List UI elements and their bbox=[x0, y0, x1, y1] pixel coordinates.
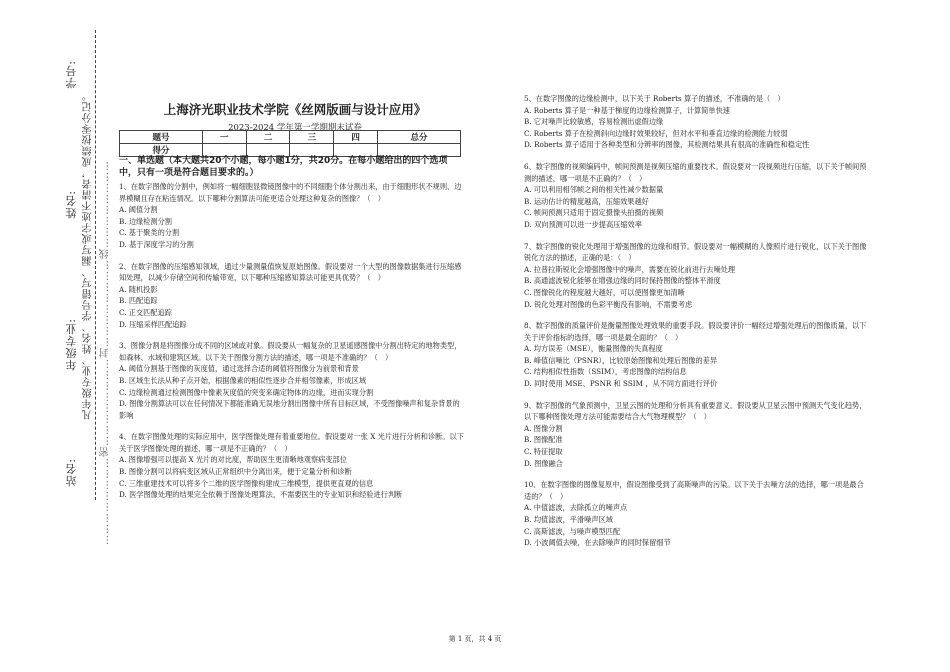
question-option: C. Roberts 算子在检测斜向边缘时效果较好，但对水平和垂直边缘的检测能力较弱 bbox=[524, 128, 788, 138]
question-option: B. 匹配追踪 bbox=[119, 296, 158, 306]
question-stem: 2、在数字图像的压缩感知领域，通过少量测量值恢复原始图像。假设要对一个大型的图像数据集进行压缩感知处理，以减少存储空间和传输带宽，以下哪种压缩感知算法可能更具优势？（ ） bbox=[119, 261, 462, 283]
exam-title: 上海济光职业技术学院《丝网版画与设计应用》 bbox=[163, 102, 427, 117]
question-stem: 7、数字图像的锐化处理用于增强图像的边缘和细节。假设要对一幅模糊的人像照片进行锐化，以下关于图像锐化方法的描述，正确的是：（ ） bbox=[524, 241, 867, 263]
question-option: A. 图像分割 bbox=[524, 423, 563, 433]
score-header-cell: 三 bbox=[290, 131, 334, 144]
question-option: B. 运动估计的精度越高，压缩效果越好 bbox=[524, 196, 649, 206]
question-option: A. 均方误差（MSE），衡量图像的失真程度 bbox=[524, 344, 663, 354]
question-option: A. 随机投影 bbox=[119, 284, 158, 294]
score-table-header-row bbox=[120, 131, 461, 144]
question-option: B. 图像分割可以将病变区域从正常组织中分离出来，便于定量分析和诊断 bbox=[119, 467, 352, 477]
question-option: B. 峰值信噪比（PSNR），比较原始图像和处理后图像的差异 bbox=[524, 355, 718, 365]
question bbox=[119, 181, 464, 251]
question-option: C. 特征提取 bbox=[524, 447, 563, 457]
question bbox=[524, 479, 869, 549]
score-header-cell: 总分 bbox=[378, 131, 461, 144]
question-option: D. 小波阈值去噪，在去除噪声的同时保留细节 bbox=[524, 538, 671, 548]
score-row-label: 得分 bbox=[120, 144, 203, 157]
question-stem: 9、数字图像的气象预测中，卫星云图的处理和分析具有重要意义。假设要从卫星云图中预测天气变化趋势，以下哪种图像处理方法可能需要结合大气物理模型？（ ） bbox=[524, 400, 867, 422]
question-stem: 3、图像分割是将图像分成不同的区域或对象。假设要从一幅复杂的卫星遥感图像中分割出特定的地物类型，如森林、水域和建筑区域。以下关于图像分割方法的描述，哪一项是不准确的？（ ） bbox=[119, 341, 462, 362]
score-table bbox=[119, 130, 461, 157]
question bbox=[119, 431, 464, 501]
left-column bbox=[119, 181, 464, 511]
question bbox=[524, 241, 869, 311]
question-option: D. 基于深度学习的分割 bbox=[119, 239, 194, 249]
score-header-cell: 四 bbox=[334, 131, 378, 144]
question-option: A. 阈值分割 bbox=[119, 205, 158, 215]
question-option: B. 边缘检测分割 bbox=[119, 216, 172, 226]
score-header-cell: 一 bbox=[202, 131, 246, 144]
page-number: 第 1 页，共 4 页 bbox=[448, 635, 502, 643]
question-stem: 1、在数字图像的分割中，例如将一幅细胞显微镜图像中的不同细胞个体分割出来，由于细胞形状不规则、边界模糊且存在粘连情况。以下哪种分割算法可能更适合处理这种复杂的图像？（ ） bbox=[119, 182, 462, 203]
right-column bbox=[524, 93, 869, 559]
question-option: B. 区域生长法从种子点开始，根据像素的相似性逐步合并相邻像素，形成区域 bbox=[119, 375, 367, 385]
question-option: A. 中值滤波，去除孤立的噪声点 bbox=[524, 503, 628, 513]
question bbox=[524, 93, 869, 151]
question-stem: 4、在数字图像处理的实际应用中，医学图像处理有着重要地位。假设要对一张 X 光片进行分析和诊断。以下关于医学图像处理的描述，哪一项是不正确的？（ ） bbox=[119, 432, 464, 453]
question-option: B. 它对噪声比较敏感，容易检测出虚假边缘 bbox=[524, 117, 664, 127]
question-option: C. 正交匹配追踪 bbox=[119, 307, 172, 317]
seal-line-text: ……………………密……………………封……………………线…………………… bbox=[100, 160, 111, 545]
question-option: C. 边缘检测通过检测图像中像素灰度值的突变来确定物体的边缘，进而实现分割 bbox=[119, 387, 374, 397]
question-option: A. Roberts 算子是一种基于梯度的边缘检测算子，计算简单快速 bbox=[524, 105, 730, 115]
question-option: C. 高斯滤波，与噪声模型匹配 bbox=[524, 526, 621, 536]
question-option: C. 帧间预测只适用于固定摄像头拍摄的视频 bbox=[524, 208, 664, 218]
class-label: 年级专业: bbox=[65, 318, 78, 371]
question-stem: 5、在数字图像的边缘检测中，以下关于 Roberts 算子的描述，不准确的是（ ） bbox=[524, 94, 785, 103]
question bbox=[524, 161, 869, 231]
question-option: A. 可以利用相邻帧之间的相关性减少数据量 bbox=[524, 185, 664, 195]
question-option: D. 医学图像处理的结果完全依赖于图像处理算法，不需要医生的专业知识和经验进行判断 bbox=[119, 490, 403, 500]
question-option: D. 锐化处理对图像的色彩平衡没有影响，不需要考虑 bbox=[524, 299, 693, 309]
question-option: D. 同时使用 MSE、PSNR 和 SSIM ，从不同方面进行评价 bbox=[524, 379, 718, 389]
question-option: D. 图像融合 bbox=[524, 458, 563, 468]
question bbox=[524, 400, 869, 470]
question-option: D. 图像分割算法可以在任何情况下都能准确无误地分割出图像中所有目标区域，不受图像噪声和复杂背景的影响 bbox=[119, 399, 460, 420]
question-option: C. 三维重建技术可以将多个二维的医学图像构建成三维模型，提供更直观的信息 bbox=[119, 478, 374, 488]
question-stem: 8、数字图像的质量评价是衡量图像处理效果的重要手段。假设要评价一幅经过增强处理后的图像质量，以下关于评价指标的选择，哪一项是最全面的？（ ） bbox=[524, 321, 867, 342]
exam-site-label: 站名: bbox=[65, 458, 78, 487]
question-option: A. 图像增强可以提高 X 光片的对比度，帮助医生更清晰地观察病变部位 bbox=[119, 455, 347, 465]
exam-subtitle: 2023-2024 学年第一学期期末试卷 bbox=[228, 123, 362, 133]
binding-note: 凡年级专业、姓名、学号错写、漏写或字迹不清者，成绩按零分记。 bbox=[83, 90, 94, 420]
score-header-cell: 题号 bbox=[120, 131, 203, 144]
question bbox=[524, 320, 869, 390]
question-option: A. 拉普拉斯锐化会增强图像中的噪声，需要在锐化前进行去噪处理 bbox=[524, 264, 736, 274]
question bbox=[119, 261, 464, 331]
question-option: D. 双向预测可以进一步提高压缩效率 bbox=[524, 219, 642, 229]
question-option: C. 基于聚类的分割 bbox=[119, 228, 180, 238]
question-option: C. 图像锐化的程度越大越好，可以使图像更加清晰 bbox=[524, 287, 685, 297]
question-option: B. 高通滤波锐化能够在增强边缘的同时保持图像的整体平滑度 bbox=[524, 276, 721, 286]
question-option: D. Roberts 算子适用于各种类型和分辨率的图像，其检测结果具有很高的准确性和稳定性 bbox=[524, 140, 810, 150]
student-id-label: 学号: bbox=[65, 60, 78, 89]
question-option: D. 压缩采样匹配追踪 bbox=[119, 319, 187, 329]
section-title: 一、单选题（本大题共20个小题，每小题1分，共20分。在每小题给出的四个选项中，只有一项是符合题目要求的。） bbox=[119, 156, 448, 178]
score-header-cell: 二 bbox=[246, 131, 290, 144]
question bbox=[119, 340, 464, 421]
question-option: B. 均值滤波，平滑噪声区域 bbox=[524, 515, 613, 524]
question-option: A. 阈值分割基于图像的灰度值，通过选择合适的阈值将图像分为前景和背景 bbox=[119, 364, 359, 374]
name-label: 姓名: bbox=[65, 190, 78, 219]
question-stem: 6、数字图像的视频编码中，帧间预测是视频压缩的重要技术。假设要对一段视频进行压缩，以下关于帧间预测的描述，哪一项是不正确的？（ ） bbox=[524, 161, 867, 183]
question-option: B. 图像配准 bbox=[524, 435, 563, 445]
question-option: C. 结构相似性指数（SSIM），考虑图像的结构信息 bbox=[524, 367, 687, 377]
question-stem: 10、在数字图像的图像复原中，假设图像受到了高斯噪声的污染。以下关于去噪方法的选择，哪一项是最合适的？（ ） bbox=[524, 480, 864, 501]
